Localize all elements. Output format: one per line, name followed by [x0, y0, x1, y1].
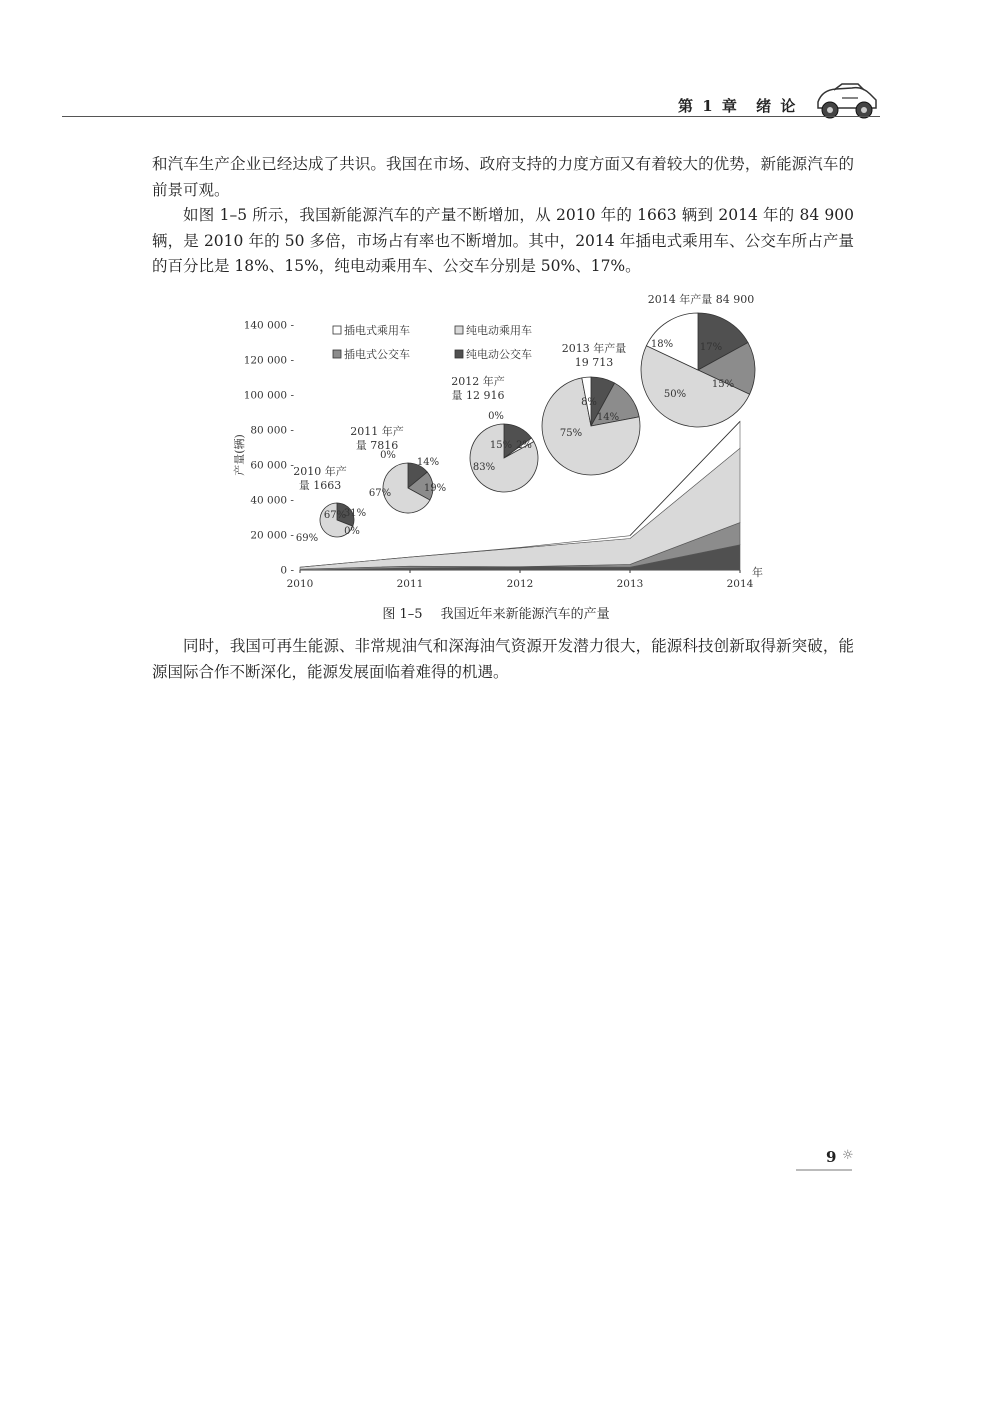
legend-swatch: [455, 350, 463, 358]
pie-title: 2013 年产量: [561, 342, 627, 355]
pie-slice-label: 15%: [489, 440, 513, 451]
x-tick-label: 2011: [396, 578, 424, 590]
legend-label: 纯电动乘用车: [466, 324, 532, 337]
pie-slice-label: 18%: [650, 339, 674, 350]
pie-title: 2014 年产量 84 900: [647, 293, 755, 306]
header-rule: [62, 116, 880, 117]
pie-title: 量 7816: [355, 439, 399, 452]
legend-label: 插电式公交车: [344, 348, 410, 361]
page-number: 9: [826, 1148, 837, 1166]
legend-swatch: [455, 326, 463, 334]
pie-slice-label: 8%: [581, 397, 597, 408]
pie-slice-label: 31%: [343, 508, 367, 519]
y-tick-label: 0 -: [280, 564, 294, 577]
pie-slice-label: 14%: [416, 457, 440, 468]
chapter-header: [678, 95, 807, 116]
pie-title: 2010 年产: [293, 465, 347, 478]
y-axis-label: 产量(辆): [233, 434, 246, 476]
pie-slice-label: 67%: [323, 510, 347, 521]
production-chart: [225, 285, 785, 595]
pie-slice-label: 14%: [596, 412, 620, 423]
y-tick-label: 80 000 -: [250, 424, 294, 437]
pie-slice-label: 0%: [380, 450, 396, 461]
x-axis-label: 年: [752, 566, 763, 579]
x-tick-label: 2014: [726, 578, 754, 590]
x-tick-label: 2010: [286, 578, 314, 590]
figure-number: 图 1–5: [382, 607, 423, 622]
pie-slice-label: 17%: [699, 342, 723, 353]
pie-slice-label: 0%: [344, 526, 360, 537]
pie-slice-label: 19%: [423, 483, 447, 494]
y-tick-label: 20 000 -: [250, 529, 294, 542]
footer-rule: [796, 1169, 852, 1171]
pie-title: 2011 年产: [350, 425, 404, 438]
pie-slice-label: 67%: [368, 488, 392, 499]
y-tick-label: 40 000 -: [250, 494, 294, 507]
y-tick-label: 60 000 -: [250, 459, 294, 472]
figure-caption-text: 我国近年来新能源汽车的产量: [440, 607, 610, 622]
figure-caption: [0, 603, 992, 622]
legend-swatch: [333, 326, 341, 334]
chapter-title: 绪 论: [756, 97, 798, 115]
paragraph-2: 如图 1–5 所示，我国新能源汽车的产量不断增加，从 2010 年的 1663 辆到 2014 年的 84 900 辆，是 2010 年的 50 多倍，市场占有率也不断增加。其中，2014 年插电式乘用车、公交车所占产量的百分比是 18%、15%，纯电动乘用车、公交车分别是 50%、17%。: [152, 206, 854, 275]
paragraph-1: 和汽车生产企业已经达成了共识。我国在市场、政府支持的力度方面又有着较大的优势，新能源汽车的前景可观。: [152, 155, 854, 199]
x-tick-label: 2013: [616, 578, 644, 590]
x-tick-label: 2012: [506, 578, 534, 590]
pie-slice-label: 75%: [559, 428, 583, 439]
legend-label: 插电式乘用车: [344, 324, 410, 337]
pie-slice-label: 83%: [472, 462, 496, 473]
pie-slice-label: 69%: [295, 533, 319, 544]
sun-icon: ☼: [842, 1148, 854, 1163]
legend-label: 纯电动公交车: [466, 348, 532, 361]
paragraph-3: 同时，我国可再生能源、非常规油气和深海油气资源开发潜力很大，能源科技创新取得新突破，能源国际合作不断深化，能源发展面临着难得的机遇。: [152, 637, 854, 681]
pie-title: 量 12 916: [451, 389, 505, 402]
pie-slice-label: 2%: [516, 440, 532, 451]
pie-title: 2012 年产: [451, 375, 505, 388]
legend-swatch: [333, 350, 341, 358]
pie-slice-label: 15%: [711, 379, 735, 390]
y-tick-label: 100 000 -: [243, 389, 294, 402]
pie-slice-label: 0%: [488, 411, 504, 422]
y-tick-label: 140 000 -: [243, 319, 294, 332]
pie-slice-label: 50%: [663, 389, 687, 400]
chapter-label: 第 1 章: [678, 97, 739, 115]
pie-title: 19 713: [574, 356, 614, 369]
pie-title: 量 1663: [298, 479, 342, 492]
car-logo-icon: [812, 80, 880, 120]
y-tick-label: 120 000 -: [243, 354, 294, 367]
